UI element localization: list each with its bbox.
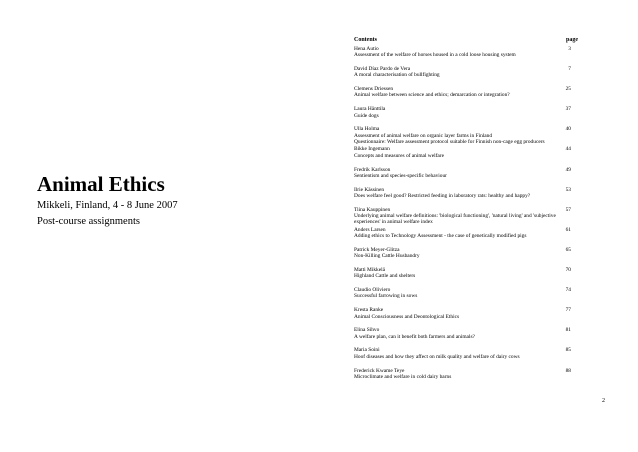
- toc-entry-page: 7: [568, 66, 571, 73]
- toc-entry-page: 61: [565, 226, 571, 233]
- document-title: Animal Ethics: [37, 172, 165, 196]
- toc-entry-page: 37: [565, 106, 571, 113]
- toc-entry: [354, 287, 582, 307]
- toc-entry-author: Hena Autio: [354, 46, 379, 52]
- toc-entry-title: Non-Killing Cattle Husbandry: [354, 253, 420, 260]
- toc-entry-title: Animal welfare between science and ethics; demarcation or integration?: [354, 92, 510, 99]
- toc-entry-page: 40: [565, 126, 571, 133]
- toc-entry-title: Highland Cattle and shelters: [354, 273, 416, 280]
- document-note: Post-course assignments: [37, 216, 140, 227]
- toc-entry-author: Frederick Kwame Teye: [354, 367, 405, 374]
- toc-entry: [354, 86, 582, 106]
- toc-entry: [354, 106, 582, 126]
- toc-entry-page: 25: [565, 86, 571, 93]
- toc-entry-author: Patrick Meyer-Glitza: [354, 246, 400, 253]
- toc-entry: [354, 327, 582, 347]
- toc-entry: [354, 247, 582, 267]
- toc-entry-title: Questionnaire: Welfare assessment protocol suitable for Finnish non-cage egg producers: [354, 138, 545, 145]
- toc-entry-title: Assessment of the welfare of horses housed in a cold loose housing system: [354, 52, 516, 59]
- toc-entry: [354, 46, 582, 66]
- toc-entry-page: 3: [568, 46, 571, 52]
- toc-entry: [354, 347, 582, 367]
- toc-entry-title: Sentientism and species-specific behaviour: [354, 172, 447, 179]
- toc-entry-author: Clemens Driessen: [354, 86, 394, 93]
- toc-entry-page: 81: [565, 327, 571, 334]
- toc-entry: [354, 267, 582, 287]
- toc-entry-author: David Díaz Pardo de Vera: [354, 66, 411, 73]
- toc-entry-page: 77: [565, 307, 571, 314]
- toc-entry: [354, 167, 582, 187]
- toc-entry-title: Concepts and measures of animal welfare: [354, 152, 444, 159]
- toc-entry-page: 70: [565, 267, 571, 274]
- toc-entry-title: Guide dogs: [354, 112, 379, 119]
- toc-entry-author: Tiina Kauppinen: [354, 206, 391, 213]
- toc-entry-author: Bikke Ingemann: [354, 146, 390, 153]
- toc-entry-author: Ulla Holma: [354, 126, 380, 133]
- table-of-contents: [342, 36, 582, 388]
- toc-entry-title: Successful farrowing in sows: [354, 293, 418, 300]
- toc-entries: [342, 46, 582, 388]
- toc-entry: [354, 227, 582, 247]
- toc-entry-page: 65: [565, 246, 571, 253]
- toc-entry-author: Fredrik Karlsson: [354, 166, 391, 173]
- toc-entry-author: Claudio Oliviero: [354, 287, 391, 294]
- toc-entry-author: Laura Hänttila: [354, 106, 386, 113]
- toc-entry-title: Assessment of animal welfare on organic layer farms in Finland: [354, 132, 493, 139]
- toc-entry: [354, 207, 582, 227]
- toc-entry-title: A welfare plan, can it benefit both farmers and animals?: [354, 333, 475, 340]
- toc-entry-author: Ilrie Kässinen: [354, 186, 385, 193]
- toc-entry: [354, 126, 582, 146]
- toc-entry-title: Hoof diseases and how they affect on milk quality and welfare of dairy cows: [354, 353, 520, 360]
- toc-entry-page: 49: [565, 166, 571, 173]
- toc-entry-page: 57: [565, 206, 571, 213]
- document-subtitle: Mikkeli, Finland, 4 - 8 June 2007: [37, 200, 178, 211]
- toc-entry-title: Adding ethics to Technology Assessment - the case of genetically modified pigs: [354, 233, 527, 240]
- toc-entry-title: Microclimate and welfare in cold dairy barns: [354, 373, 452, 380]
- toc-heading: Contents: [354, 37, 378, 43]
- toc-entry: [354, 66, 582, 86]
- toc-entry-title: Does welfare feel good? Restricted feeding in laboratory rats: healthy and happy?: [354, 192, 531, 199]
- toc-entry-author: Matti Mikkelä: [354, 267, 385, 274]
- toc-entry: [354, 368, 582, 388]
- toc-entry-title: Animal Consciousness and Deontological Ethics: [354, 313, 460, 320]
- toc-entry: [354, 187, 582, 207]
- toc-entry-author: Elina Sihvo: [354, 327, 380, 334]
- page-number: 2: [602, 398, 605, 404]
- toc-entry: [354, 146, 582, 166]
- toc-entry-page: 88: [565, 367, 571, 374]
- toc-page-heading: page: [566, 37, 578, 43]
- toc-entry-author: Kresta Ranke: [354, 307, 384, 314]
- toc-entry-author: Anders Larsen: [354, 226, 386, 233]
- toc-entry-title: Underlying animal welfare definitions: 'biological functioning', 'natural living' and 'subjective: [354, 213, 556, 220]
- toc-entry-author: Maria Soini: [354, 347, 380, 354]
- toc-entry-title: A moral characterisation of bullfighting: [354, 72, 440, 79]
- toc-entry-page: 74: [565, 287, 571, 294]
- toc-entry-page: 44: [565, 146, 571, 153]
- toc-entry-page: 85: [565, 347, 571, 354]
- toc-entry-title: experiences' in animal welfare index: [354, 219, 433, 226]
- toc-entry: [354, 307, 582, 327]
- toc-header: [354, 36, 578, 46]
- toc-entry-page: 53: [565, 186, 571, 193]
